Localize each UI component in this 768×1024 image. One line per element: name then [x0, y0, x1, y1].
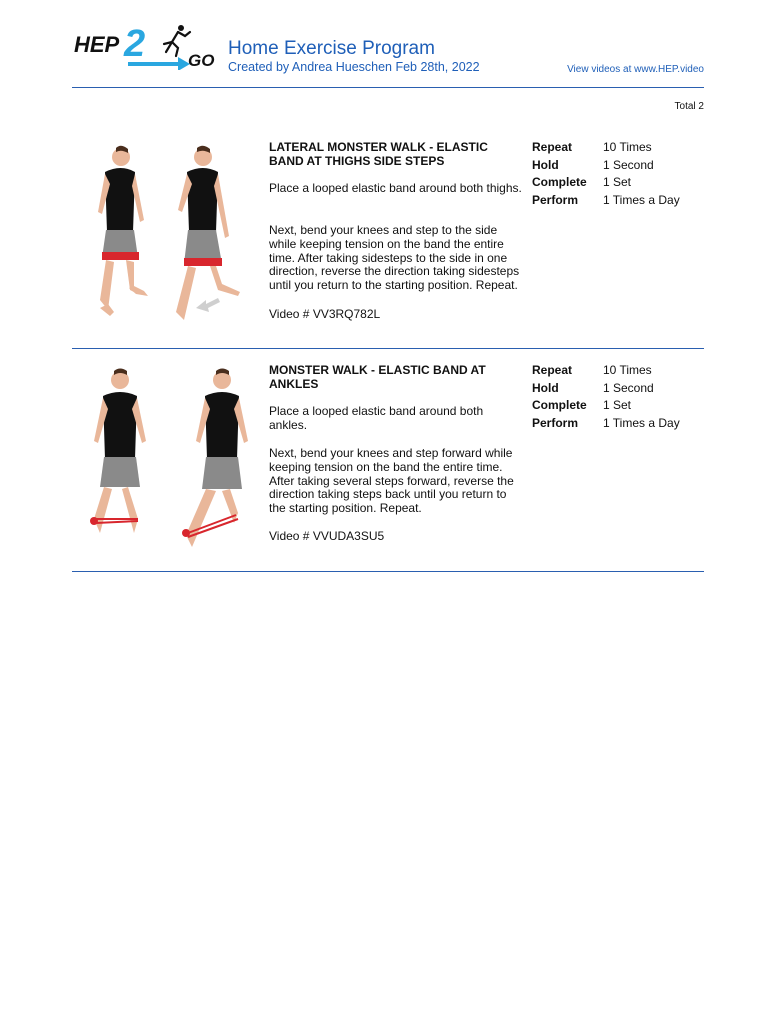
exercise-card	[72, 363, 704, 573]
hep2go-logo	[72, 22, 222, 70]
param-row	[532, 363, 704, 381]
svg-text:GO: GO	[188, 51, 215, 70]
total-count: Total 2	[674, 101, 704, 112]
page-header	[72, 20, 704, 88]
exercise-title: LATERAL MONSTER WALK - ELASTIC BAND AT THIGHS SIDE STEPS	[269, 140, 488, 168]
video-number[interactable]: Video # VV3RQ782L	[269, 307, 381, 321]
param-row	[532, 193, 704, 211]
param-value: 1 Times a Day	[603, 415, 680, 430]
param-label: Hold	[532, 157, 559, 172]
page-title: Home Exercise Program	[228, 38, 435, 59]
svg-text:HEP: HEP	[74, 32, 120, 57]
param-value: 1 Times a Day	[603, 192, 680, 207]
param-value: 1 Set	[603, 175, 632, 190]
param-value: 1 Second	[603, 157, 654, 172]
header-divider	[72, 87, 704, 88]
page-subtitle: Created by Andrea Hueschen Feb 28th, 2022	[228, 60, 480, 74]
exercise-description: Place a looped elastic band around both thighs.	[269, 181, 522, 195]
param-value: 10 Times	[603, 363, 652, 377]
exercise-parameters	[532, 363, 704, 433]
param-label: Complete	[532, 398, 587, 413]
runner-icon	[164, 25, 190, 56]
exercise-illustration	[72, 140, 262, 340]
view-videos-link[interactable]: View videos at www.HEP.video	[567, 64, 704, 75]
param-label: Repeat	[532, 363, 573, 377]
exercise-divider	[72, 348, 704, 349]
exercise-card	[72, 140, 704, 350]
param-label: Hold	[532, 380, 559, 395]
video-number[interactable]: Video # VVUDA3SU5	[269, 529, 385, 543]
param-row	[532, 416, 704, 434]
exercise-title: MONSTER WALK - ELASTIC BAND AT ANKLES	[269, 363, 486, 391]
param-label: Perform	[532, 192, 579, 207]
param-row	[532, 398, 704, 416]
param-value: 1 Set	[603, 398, 632, 413]
exercise-illustration	[72, 363, 262, 563]
param-row	[532, 175, 704, 193]
exercise-parameters	[532, 140, 704, 210]
param-label: Perform	[532, 415, 579, 430]
svg-text:2: 2	[124, 23, 146, 65]
exercise-divider	[72, 571, 704, 572]
exercise-description: Place a looped elastic band around both ankles.	[269, 404, 484, 432]
param-row	[532, 140, 704, 158]
param-value: 10 Times	[603, 140, 652, 154]
param-row	[532, 158, 704, 176]
exercise-description: Next, bend your knees and step to the side while keeping tension on the band the entire time. After taking sidesteps to the side in one direction, reverse the direction taking sidesteps until you return to the starting position. Repeat.	[269, 223, 520, 293]
param-label: Repeat	[532, 140, 573, 154]
param-row	[532, 381, 704, 399]
exercise-description: Next, bend your knees and step forward while keeping tension on the band the entire time. After taking several steps forward, reverse the direction taking steps back until you return to the starting position. Repeat.	[269, 446, 514, 516]
param-value: 1 Second	[603, 380, 654, 395]
param-label: Complete	[532, 175, 587, 190]
